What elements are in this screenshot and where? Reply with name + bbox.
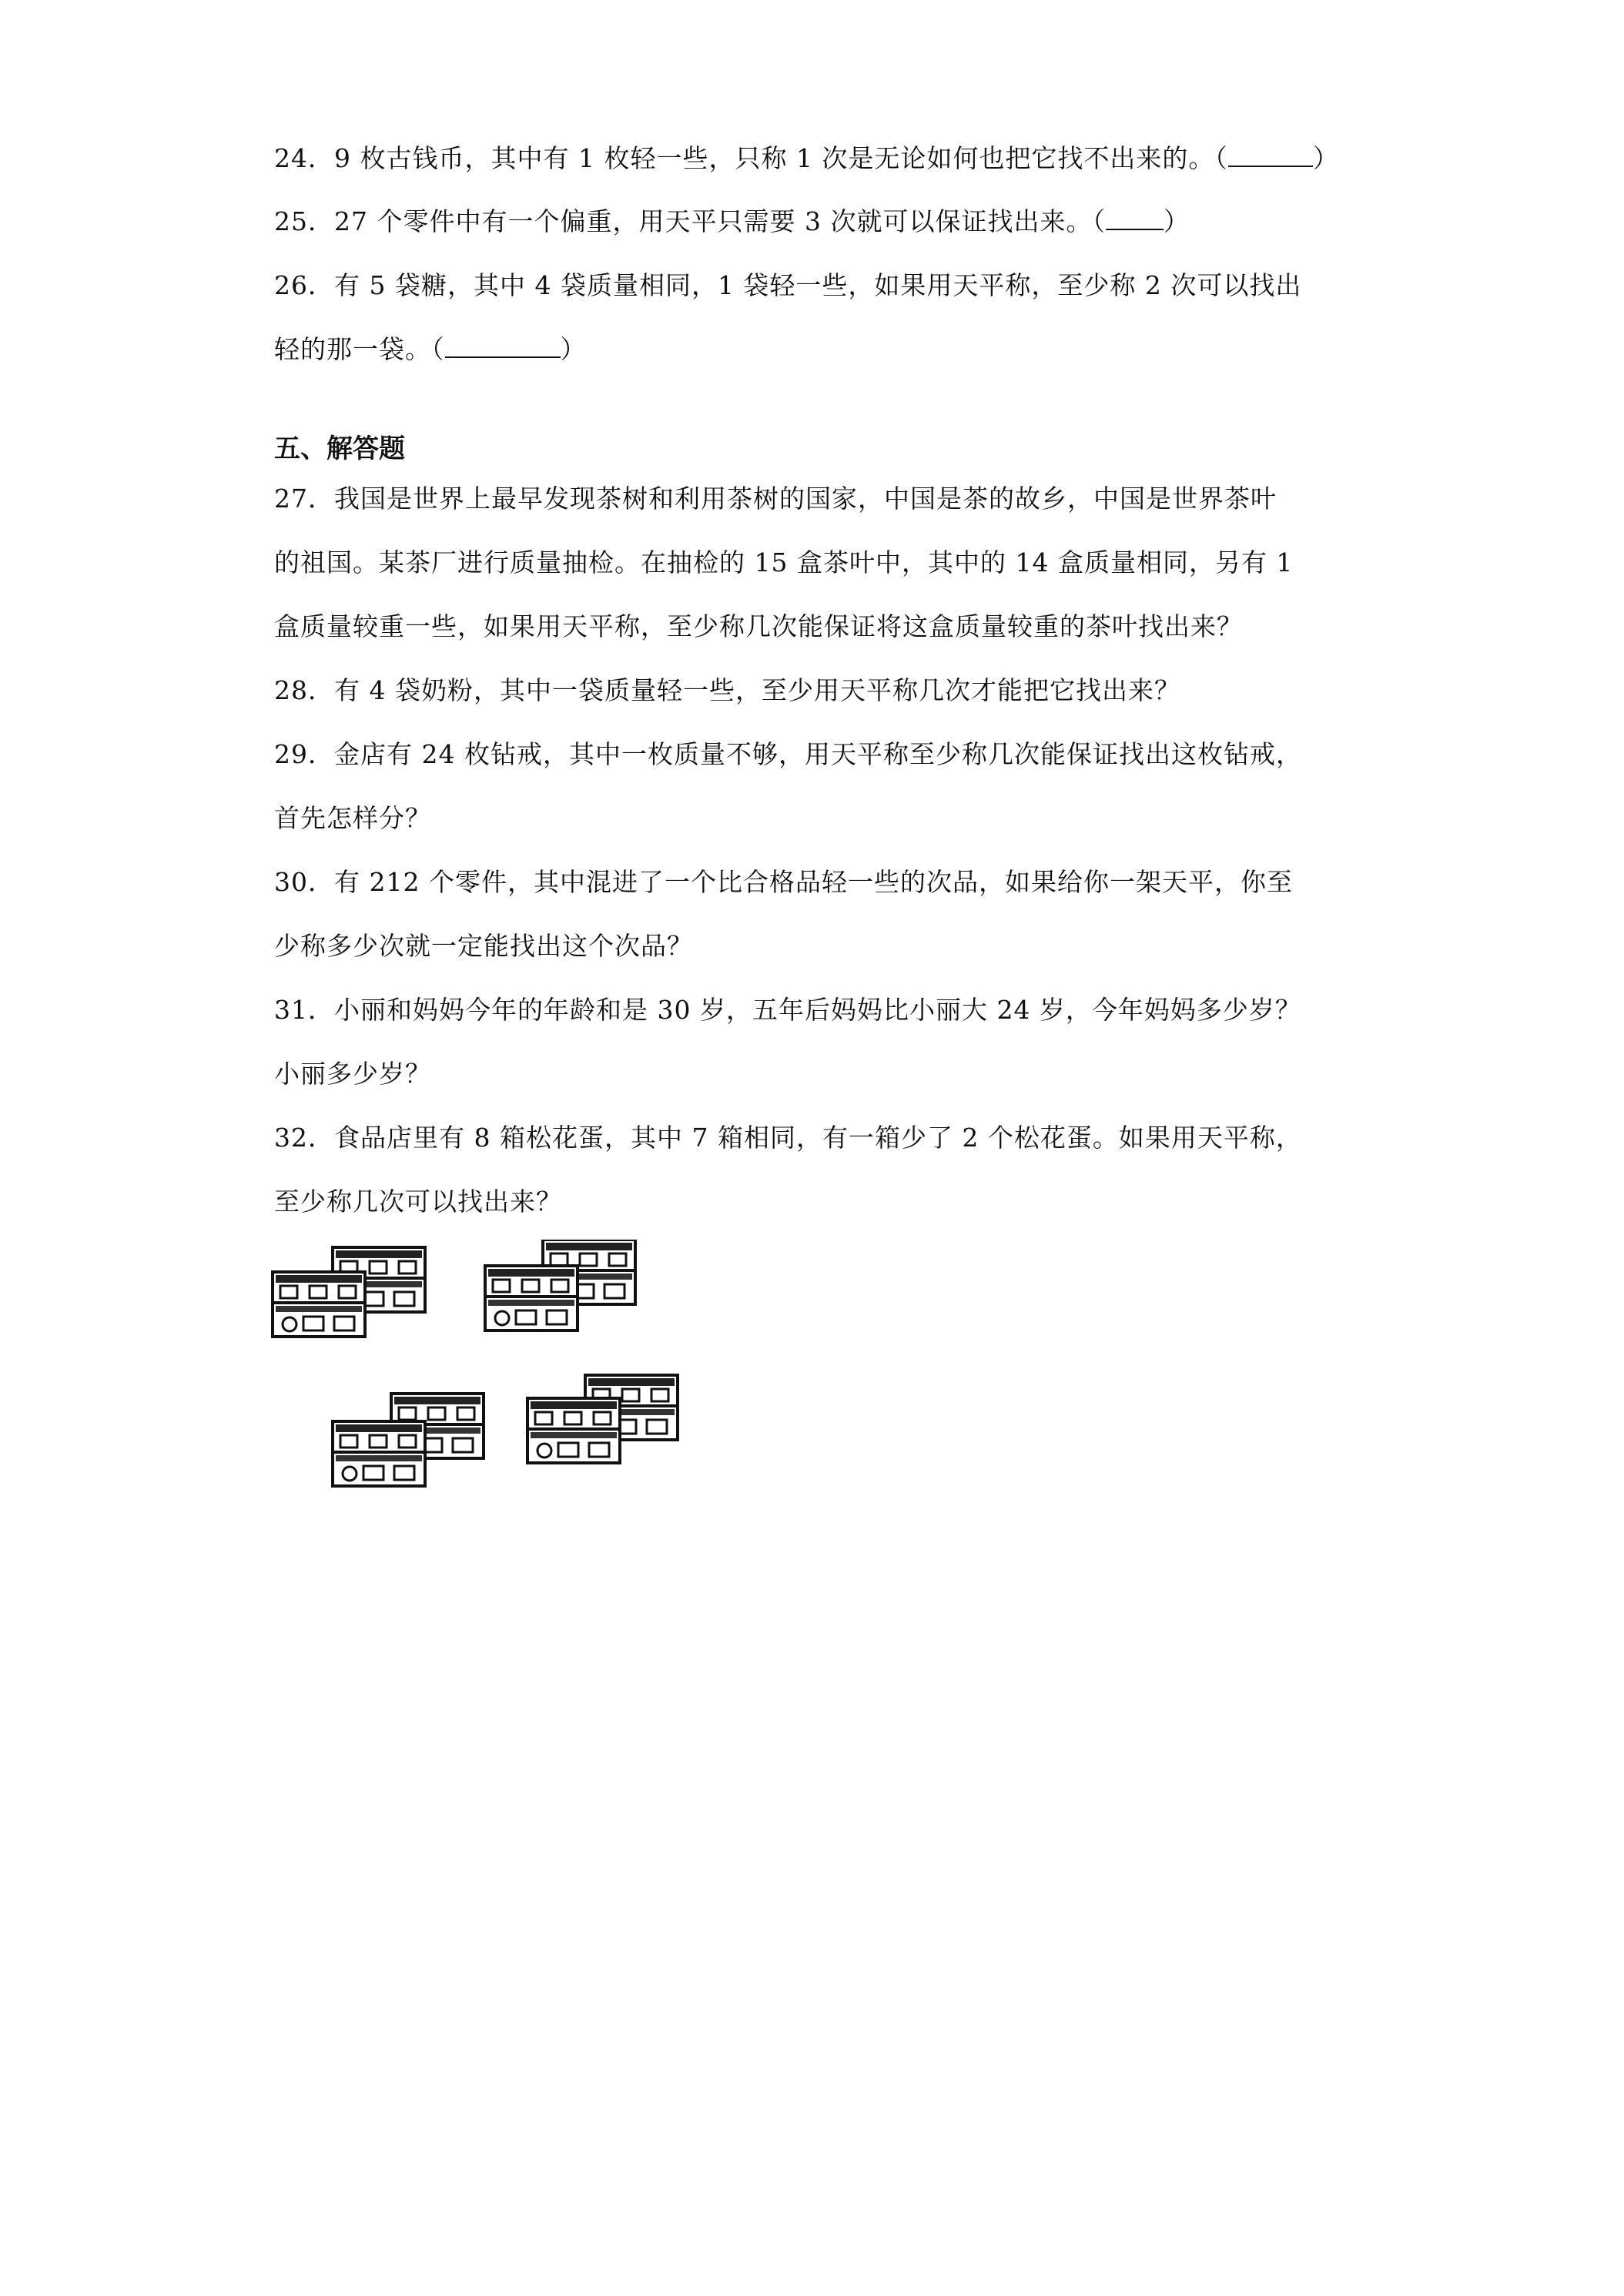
question-32-line-1: 32．食品店里有 8 箱松花蛋，其中 7 箱相同，有一箱少了 2 个松花蛋。如果用天平称， <box>274 1123 1302 1153</box>
question-30-line-2: 少称多少次就一定能找出这个次品？ <box>274 931 693 961</box>
answer-blank-25[interactable] <box>1106 206 1164 230</box>
question-30-line-1: 30．有 212 个零件，其中混进了一个比合格品轻一些的次品，如果给你一架天平，你至 <box>274 867 1293 897</box>
question-27-line-2: 的祖国。某茶厂进行质量抽检。在抽检的 15 盒茶叶中，其中的 14 盒质量相同，另有 1 <box>274 547 1294 577</box>
crate-group-4 <box>527 1375 678 1463</box>
question-31-line-2: 小丽多少岁？ <box>274 1059 431 1089</box>
question-31-line-1: 31．小丽和妈妈今年的年龄和是 30 岁，五年后妈妈比小丽大 24 岁，今年妈妈多少岁？ <box>274 995 1301 1025</box>
question-28: 28．有 4 袋奶粉，其中一袋质量轻一些，至少用天平称几次才能把它找出来？ <box>274 675 1180 705</box>
egg-crates-illustration <box>270 1240 701 1525</box>
question-26-line-2: 轻的那一袋。（ ） <box>274 334 587 364</box>
question-27-line-3: 盒质量较重一些，如果用天平称，至少称几次能保证将这盒质量较重的茶叶找出来？ <box>274 611 1243 641</box>
question-29-line-1: 29．金店有 24 枚钻戒，其中一枚质量不够，用天平称至少称几次能保证找出这枚钻戒， <box>274 739 1302 769</box>
question-24: 24．9 枚古钱币，其中有 1 枚轻一些，只称 1 次是无论如何也把它找不出来的。（ ） <box>274 143 1339 173</box>
crate-group-3 <box>333 1394 484 1486</box>
answer-blank-26[interactable] <box>445 333 561 358</box>
question-25: 25．27 个零件中有一个偏重，用天平只需要 3 次就可以保证找出来。（ ） <box>274 206 1190 236</box>
question-32-line-2: 至少称几次可以找出来？ <box>274 1186 562 1217</box>
question-26-line-1: 26．有 5 袋糖，其中 4 袋质量相同，1 袋轻一些，如果用天平称，至少称 2 次可以找出 <box>274 270 1302 300</box>
question-27-line-1: 27．我国是世界上最早发现茶树和利用茶树的国家，中国是茶的故乡，中国是世界茶叶 <box>274 484 1277 514</box>
section-title: 五、解答题 <box>274 433 405 464</box>
question-29-line-2: 首先怎样分？ <box>274 803 431 833</box>
crate-group-2 <box>485 1240 635 1330</box>
answer-blank-24[interactable] <box>1228 142 1313 167</box>
crate-group-1 <box>273 1247 425 1337</box>
